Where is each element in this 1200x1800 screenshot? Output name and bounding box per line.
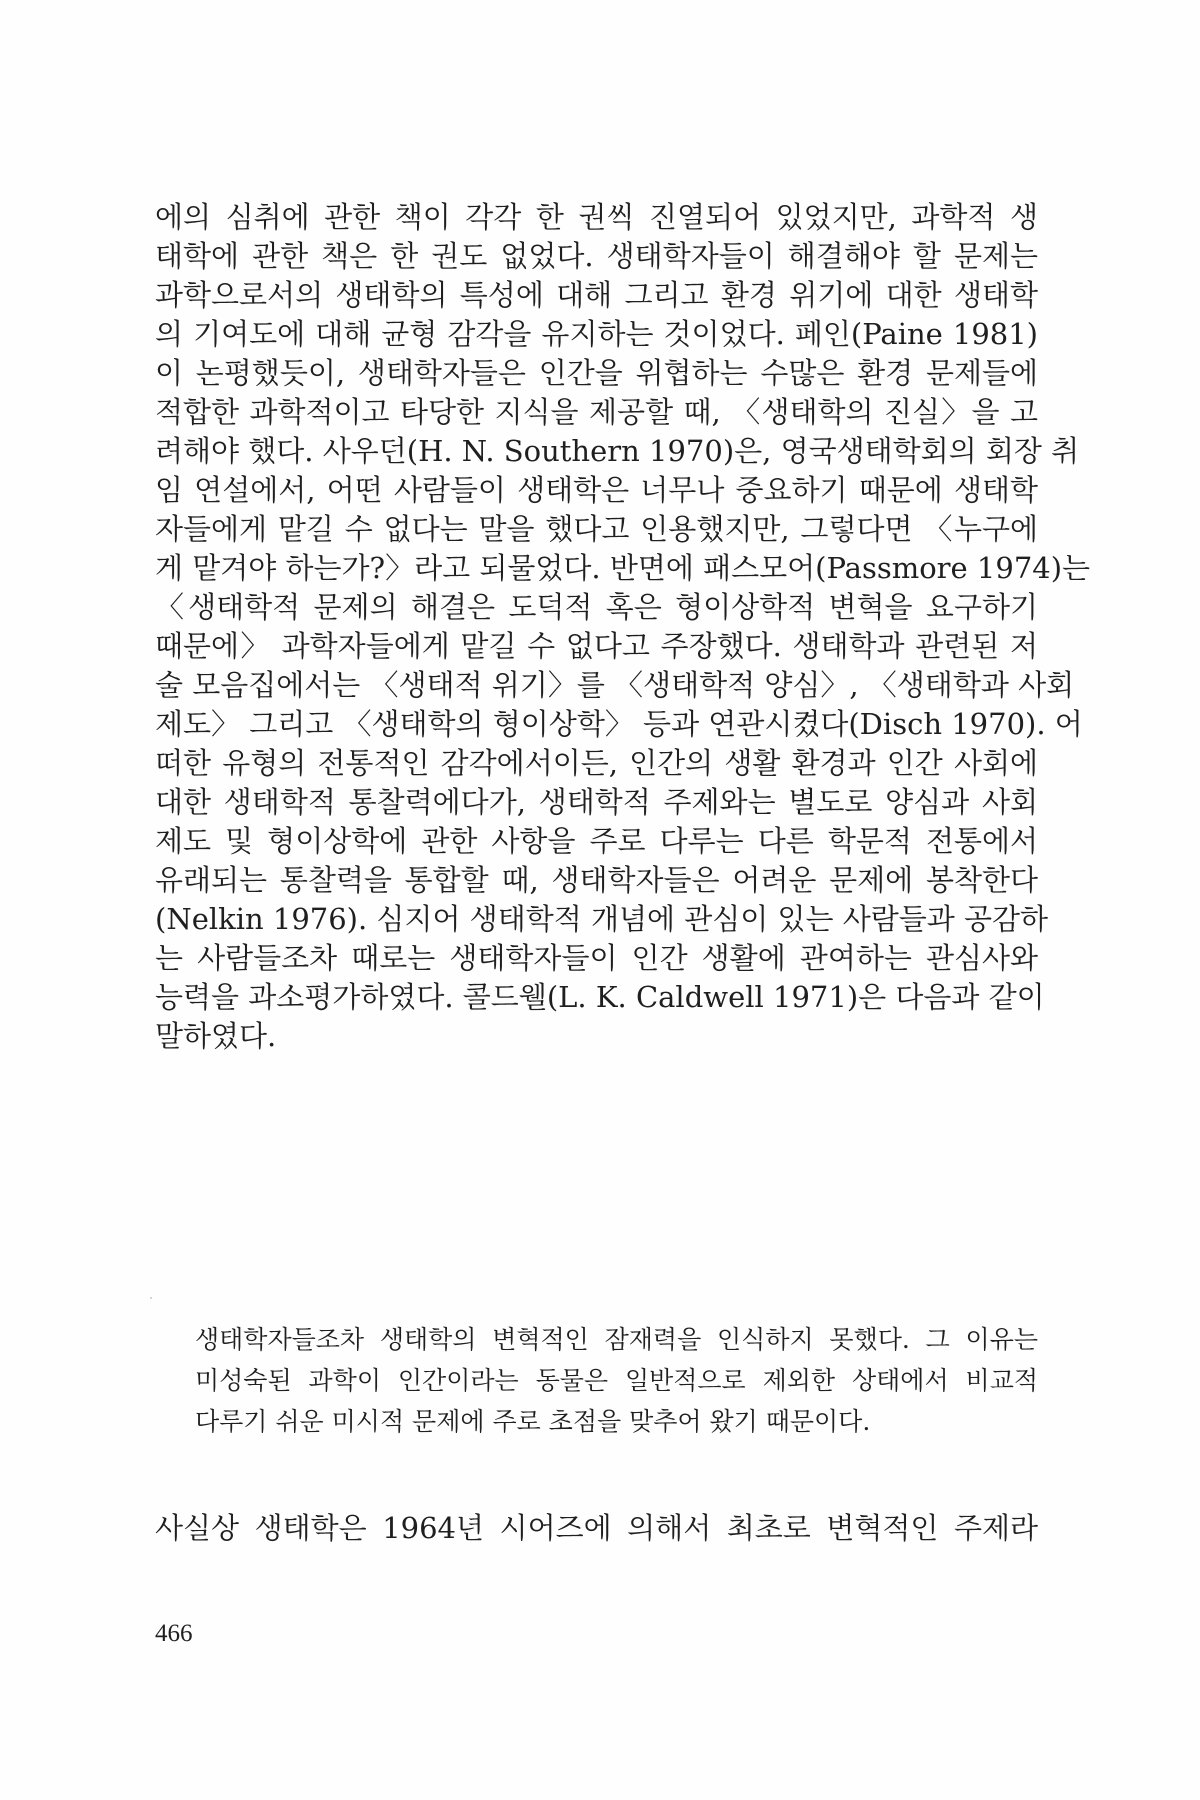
text-line: 이 논평했듯이, 생태학자들은 인간을 위협하는 수많은 환경 문제들에 <box>155 356 1038 390</box>
text-line: 때문에〉 과학자들에게 맡길 수 없다고 주장했다. 생태학과 관련된 저 <box>155 629 1038 663</box>
text-line: 제도〉 그리고 〈생태학의 형이상학〉 등과 연관시켰다(Disch 1970). 어 <box>155 707 1083 741</box>
text-line: 게 맡겨야 하는가?〉라고 되물었다. 반면에 패스모어(Passmore 1974)는 <box>155 551 1091 585</box>
scan-speck <box>150 1297 152 1299</box>
text-line: 대한 생태학적 통찰력에다가, 생태학적 주제와는 별도로 양심과 사회 <box>155 785 1038 819</box>
paragraph-continuation: 사실상 생태학은 1964년 시어즈에 의해서 최초로 변혁적인 주제라 <box>155 1511 1038 1545</box>
quote-line: 미성숙된 과학이 인간이라는 동물은 일반적으로 제외한 상태에서 비교적 <box>195 1366 1038 1395</box>
text-line: 〈생태학적 문제의 해결은 도덕적 혹은 형이상학적 변혁을 요구하기 <box>155 590 1038 624</box>
body-paragraph <box>155 198 1091 1056</box>
text-line: 에의 심취에 관한 책이 각각 한 권씩 진열되어 있었지만, 과학적 생 <box>155 200 1038 234</box>
page-number: 466 <box>155 1620 193 1647</box>
text-line: 자들에게 맡길 수 없다는 말을 했다고 인용했지만, 그렇다면 〈누구에 <box>155 512 1038 546</box>
quote-line: 다루기 쉬운 미시적 문제에 주로 초점을 맞추어 왔기 때문이다. <box>195 1407 871 1436</box>
text-line: 는 사람들조차 때로는 생태학자들이 인간 생활에 관여하는 관심사와 <box>155 941 1038 975</box>
text-line: 과학으로서의 생태학의 특성에 대해 그리고 환경 위기에 대한 생태학 <box>155 278 1038 312</box>
text-line: (Nelkin 1976). 심지어 생태학적 개념에 관심이 있는 사람들과 공감하 <box>155 902 1049 936</box>
block-quote <box>195 1319 1038 1442</box>
text-line: 유래되는 통찰력을 통합할 때, 생태학자들은 어려운 문제에 봉착한다 <box>155 863 1038 897</box>
quote-line: 생태학자들조차 생태학의 변혁적인 잠재력을 인식하지 못했다. 그 이유는 <box>195 1325 1038 1354</box>
text-line: 제도 및 형이상학에 관한 사항을 주로 다루는 다른 학문적 전통에서 <box>155 824 1038 858</box>
text-line: 려해야 했다. 사우던(H. N. Southern 1970)은, 영국생태학회의 회장 취 <box>155 434 1080 468</box>
text-line: 능력을 과소평가하였다. 콜드웰(L. K. Caldwell 1971)은 다음과 같이 <box>155 980 1045 1014</box>
text-line: 말하였다. <box>155 1019 277 1053</box>
text-line: 술 모음집에서는 〈생태적 위기〉를 〈생태학적 양심〉, 〈생태학과 사회 <box>155 668 1075 702</box>
text-line: 임 연설에서, 어떤 사람들이 생태학은 너무나 중요하기 때문에 생태학 <box>155 473 1038 507</box>
text-line: 떠한 유형의 전통적인 감각에서이든, 인간의 생활 환경과 인간 사회에 <box>155 746 1038 780</box>
text-line: 의 기여도에 대해 균형 감각을 유지하는 것이었다. 페인(Paine 1981) <box>155 317 1038 351</box>
text-line: 태학에 관한 책은 한 권도 없었다. 생태학자들이 해결해야 할 문제는 <box>155 239 1038 273</box>
text-line: 적합한 과학적이고 타당한 지식을 제공할 때, 〈생태학의 진실〉을 고 <box>155 395 1038 429</box>
